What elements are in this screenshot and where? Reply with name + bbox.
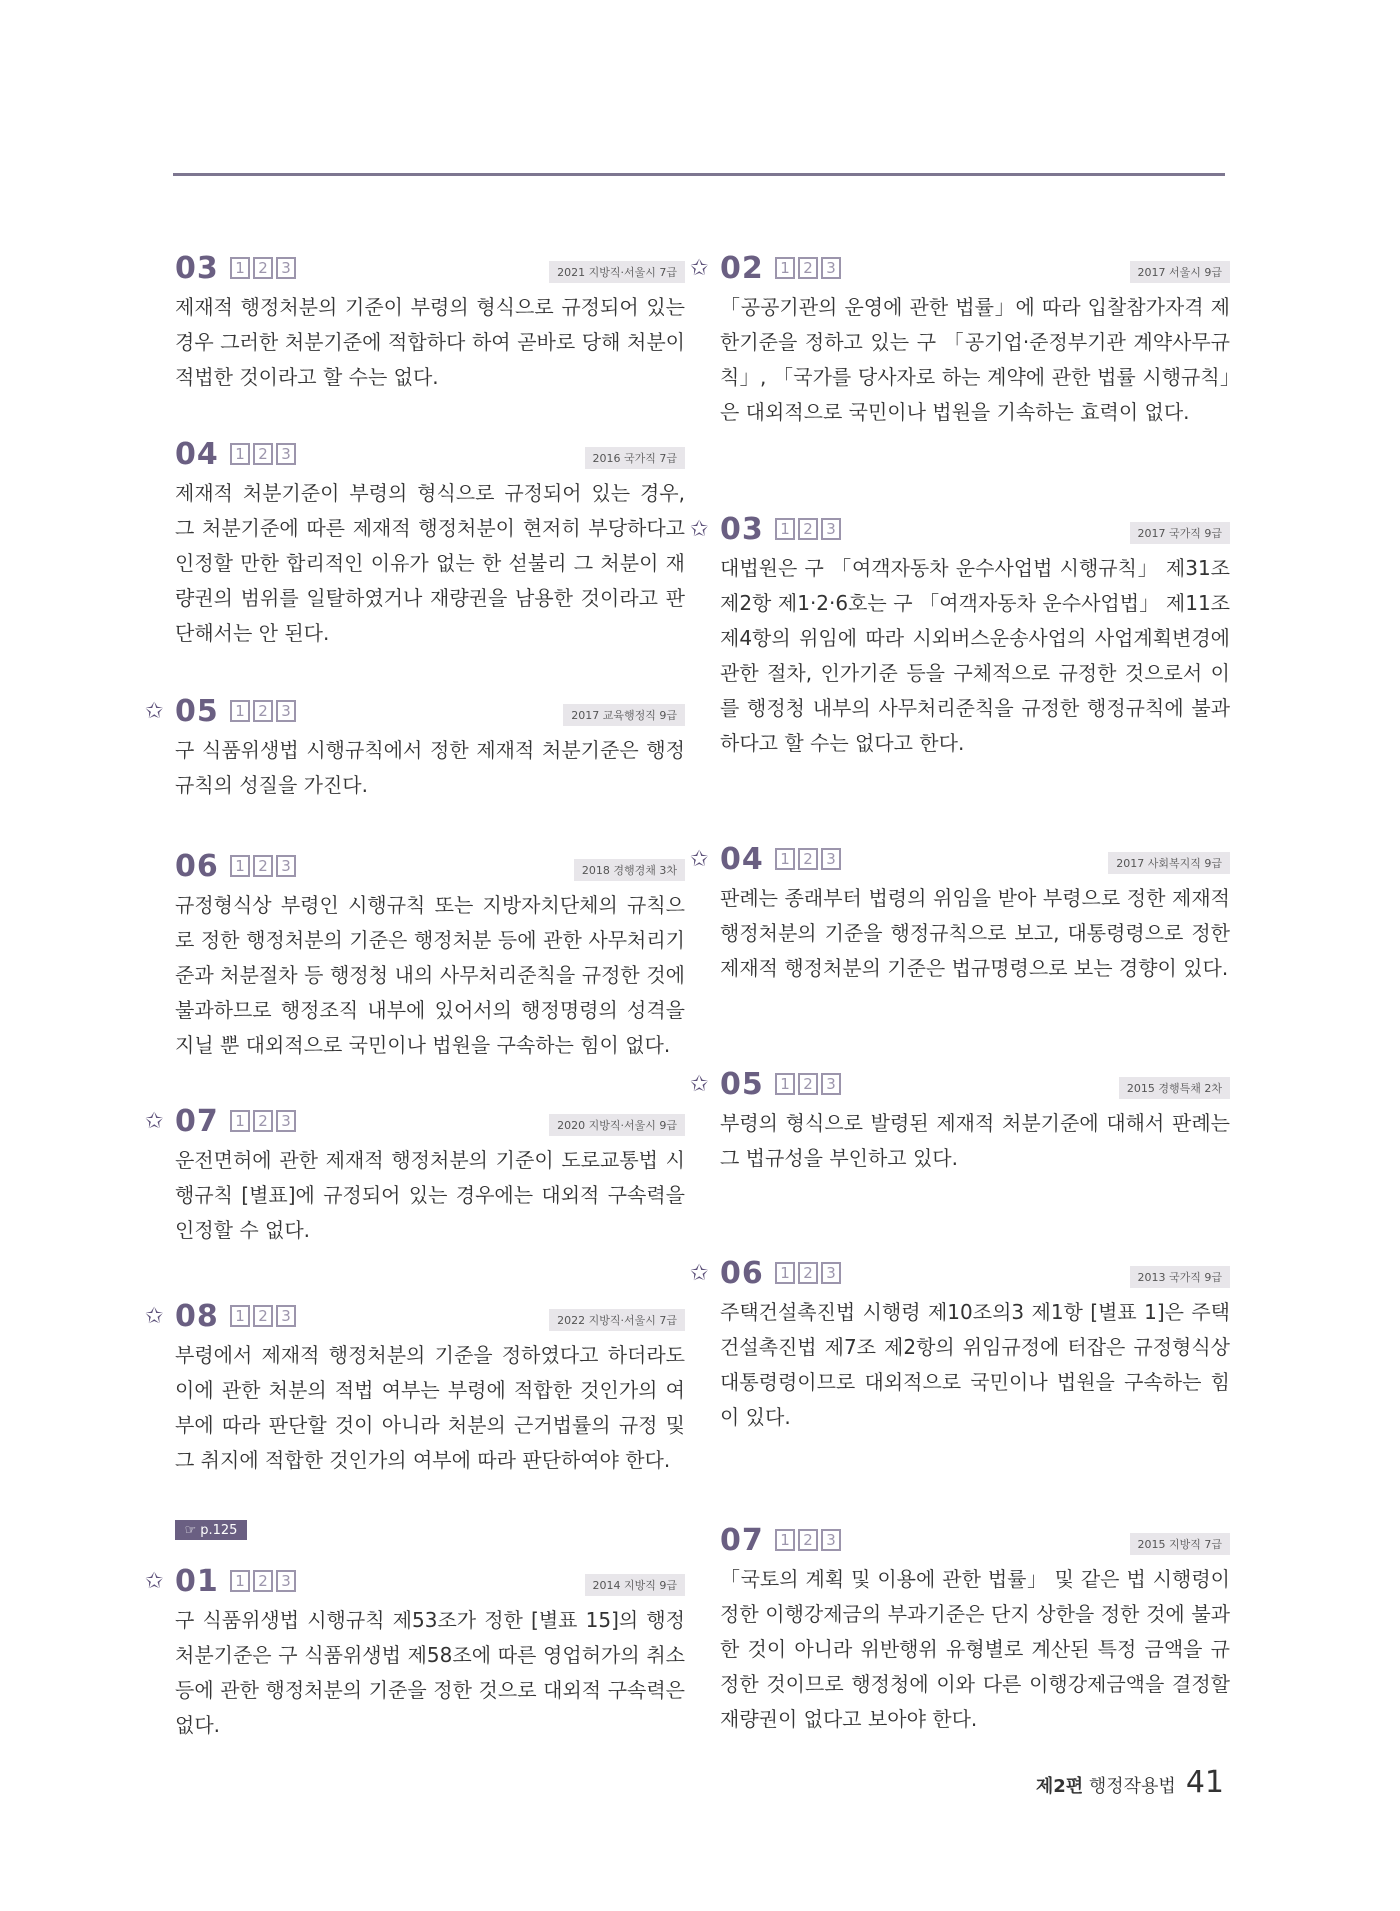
question-item xyxy=(175,850,685,1063)
review-checkboxes xyxy=(775,848,844,870)
question-number: 04 xyxy=(175,437,219,472)
footer-section xyxy=(1036,1772,1176,1798)
review-checkbox[interactable]: 2 xyxy=(253,257,273,279)
question-header xyxy=(690,842,1230,877)
question-number: 01 xyxy=(175,1564,219,1599)
question-header xyxy=(175,252,685,286)
review-checkbox[interactable]: 2 xyxy=(798,1262,818,1284)
question-text: 「국토의 계획 및 이용에 관한 법률」 및 같은 법 시행령이 정한 이행강제금의 부과기준은 단지 상한을 정한 것에 불과한 것이 아니라 위반행위 유형별로 계산된 특정 금액을 규정한 것이므로 행정청에 이와 다른 이행강제금액을 결정할 재량권이 없다고 보아야 한다. xyxy=(720,1567,1230,1731)
header-rule xyxy=(173,173,1225,176)
exam-source-badge: 2016 국가직 7급 xyxy=(585,447,686,469)
star-icon: ✩ xyxy=(690,1072,709,1097)
review-checkboxes xyxy=(775,518,844,540)
exam-source-badge: 2017 국가직 9급 xyxy=(1130,522,1231,544)
question-number: 03 xyxy=(720,512,764,547)
review-checkbox[interactable]: 1 xyxy=(230,700,250,722)
question-header xyxy=(145,694,685,729)
question-item xyxy=(175,438,685,651)
question-number: 06 xyxy=(720,1256,764,1291)
page-reference-label: p.125 xyxy=(200,1522,238,1538)
review-checkbox[interactable]: 1 xyxy=(775,1529,795,1551)
question-number: 07 xyxy=(720,1523,764,1558)
review-checkbox[interactable]: 1 xyxy=(775,257,795,279)
question-item xyxy=(145,1564,685,1743)
question-text: 구 식품위생법 시행규칙 제53조가 정한 [별표 15]의 행정처분기준은 구 식품위생법 제58조에 따른 영업허가의 취소 등에 관한 행정처분의 기준을 정한 것으로 대외적 구속력은 없다. xyxy=(175,1608,685,1737)
question-item xyxy=(145,1104,685,1248)
review-checkbox[interactable]: 1 xyxy=(230,443,250,465)
exam-source-badge: 2018 경행경채 3차 xyxy=(574,859,685,881)
review-checkbox[interactable]: 2 xyxy=(798,1073,818,1095)
question-header xyxy=(690,251,1230,286)
question-header xyxy=(145,1564,685,1599)
review-checkbox[interactable]: 1 xyxy=(775,1073,795,1095)
star-icon: ✩ xyxy=(690,1261,709,1286)
review-checkboxes xyxy=(775,257,844,279)
review-checkboxes xyxy=(230,1305,299,1327)
question-item xyxy=(145,694,685,803)
exam-source-badge: 2017 서울시 9급 xyxy=(1130,261,1231,283)
star-icon: ✩ xyxy=(145,699,164,724)
review-checkbox[interactable]: 3 xyxy=(276,855,296,877)
question-item xyxy=(690,512,1230,761)
star-icon: ✩ xyxy=(145,1109,164,1134)
question-text: 제재적 행정처분의 기준이 부령의 형식으로 규정되어 있는 경우 그러한 처분기준에 적합하다 하여 곧바로 당해 처분이 적법한 것이라고 할 수는 없다. xyxy=(175,295,685,389)
page-reference xyxy=(175,1520,247,1540)
question-item xyxy=(720,1524,1230,1737)
review-checkbox[interactable]: 2 xyxy=(253,855,273,877)
review-checkbox[interactable]: 3 xyxy=(821,257,841,279)
exam-source-badge: 2022 지방직·서울시 7급 xyxy=(549,1309,685,1331)
review-checkbox[interactable]: 1 xyxy=(230,855,250,877)
review-checkbox[interactable]: 2 xyxy=(253,443,273,465)
review-checkbox[interactable]: 1 xyxy=(775,848,795,870)
question-item xyxy=(175,252,685,395)
question-text: 「공공기관의 운영에 관한 법률」에 따라 입찰참가자격 제한기준을 정하고 있는 구 「공기업·준정부기관 계약사무규칙」, 「국가를 당사자로 하는 계약에 관한 법률 시행규칙」은 대외적으로 국민이나 법원을 기속하는 효력이 없다. xyxy=(720,295,1230,424)
review-checkbox[interactable]: 1 xyxy=(775,518,795,540)
exam-source-badge: 2017 사회복지직 9급 xyxy=(1108,852,1230,874)
review-checkbox[interactable]: 1 xyxy=(230,1305,250,1327)
review-checkbox[interactable]: 2 xyxy=(253,1305,273,1327)
review-checkbox[interactable]: 3 xyxy=(276,1570,296,1592)
question-number: 08 xyxy=(175,1299,219,1334)
review-checkbox[interactable]: 2 xyxy=(798,848,818,870)
footer-part: 제2편 xyxy=(1035,1776,1084,1797)
exam-source-badge: 2021 지방직·서울시 7급 xyxy=(549,261,685,283)
question-text: 운전면허에 관한 제재적 행정처분의 기준이 도로교통법 시행규칙 [별표]에 규정되어 있는 경우에는 대외적 구속력을 인정할 수 없다. xyxy=(175,1148,685,1242)
exam-source-badge: 2020 지방직·서울시 9급 xyxy=(549,1114,685,1136)
review-checkbox[interactable]: 3 xyxy=(821,1073,841,1095)
question-header xyxy=(175,850,685,884)
review-checkbox[interactable]: 3 xyxy=(821,848,841,870)
question-text: 제재적 처분기준이 부령의 형식으로 규정되어 있는 경우, 그 처분기준에 따른 제재적 행정처분이 현저히 부당하다고 인정할 만한 합리적인 이유가 없는 한 섣불리 그 처분이 재량권의 범위를 일탈하였거나 재량권을 남용한 것이라고 판단해서는 안 된다. xyxy=(175,481,685,645)
exam-source-badge: 2013 국가직 9급 xyxy=(1130,1266,1231,1288)
page-number: 41 xyxy=(1185,1765,1224,1800)
star-icon: ✩ xyxy=(690,517,709,542)
review-checkbox[interactable]: 3 xyxy=(276,257,296,279)
pointing-hand-icon: ☞ xyxy=(184,1522,197,1538)
review-checkbox[interactable]: 3 xyxy=(821,1529,841,1551)
star-icon: ✩ xyxy=(145,1304,164,1329)
question-header xyxy=(175,438,685,472)
question-header xyxy=(690,1256,1230,1291)
review-checkbox[interactable]: 2 xyxy=(253,1570,273,1592)
question-text: 주택건설촉진법 시행령 제10조의3 제1항 [별표 1]은 주택건설촉진법 제7조 제2항의 위임규정에 터잡은 규정형식상 대통령령이므로 대외적으로 국민이나 법원을 구속하는 힘이 있다. xyxy=(720,1300,1230,1429)
question-number: 05 xyxy=(720,1067,764,1102)
review-checkbox[interactable]: 3 xyxy=(276,443,296,465)
question-number: 07 xyxy=(175,1104,219,1139)
review-checkbox[interactable]: 3 xyxy=(821,518,841,540)
review-checkbox[interactable]: 2 xyxy=(253,1110,273,1132)
question-header xyxy=(690,1067,1230,1102)
question-text: 부령의 형식으로 발령된 제재적 처분기준에 대해서 판례는 그 법규성을 부인하고 있다. xyxy=(720,1111,1230,1170)
review-checkboxes xyxy=(230,443,299,465)
question-item xyxy=(690,251,1230,430)
star-icon: ✩ xyxy=(690,256,709,281)
review-checkboxes xyxy=(775,1529,844,1551)
review-checkbox[interactable]: 1 xyxy=(775,1262,795,1284)
question-header xyxy=(145,1104,685,1139)
question-item xyxy=(145,1299,685,1478)
question-text: 구 식품위생법 시행규칙에서 정한 제재적 처분기준은 행정규칙의 성질을 가진다. xyxy=(175,738,685,797)
question-number: 04 xyxy=(720,842,764,877)
review-checkbox[interactable]: 1 xyxy=(230,1570,250,1592)
question-number: 05 xyxy=(175,694,219,729)
page-footer xyxy=(1036,1765,1224,1800)
review-checkboxes xyxy=(230,1110,299,1132)
question-header xyxy=(690,512,1230,547)
review-checkboxes xyxy=(230,855,299,877)
question-text: 부령에서 제재적 행정처분의 기준을 정하였다고 하더라도 이에 관한 처분의 적법 여부는 부령에 적합한 것인가의 여부에 따라 판단할 것이 아니라 처분의 근거법률의 규정 및 그 취지에 적합한 것인가의 여부에 따라 판단하여야 한다. xyxy=(175,1343,685,1472)
review-checkbox[interactable]: 3 xyxy=(276,1110,296,1132)
review-checkboxes xyxy=(230,700,299,722)
review-checkbox[interactable]: 2 xyxy=(253,700,273,722)
review-checkbox[interactable]: 3 xyxy=(276,700,296,722)
review-checkboxes xyxy=(775,1262,844,1284)
question-item xyxy=(690,1067,1230,1176)
footer-title: 행정작용법 xyxy=(1088,1776,1176,1797)
question-header xyxy=(720,1524,1230,1558)
star-icon: ✩ xyxy=(690,847,709,872)
question-item xyxy=(690,842,1230,986)
question-text: 대법원은 구 「여객자동차 운수사업법 시행규칙」 제31조 제2항 제1·2·6호는 구 「여객자동차 운수사업법」 제11조 제4항의 위임에 따라 시외버스운송사업의 사업계획변경에 관한 절차, 인가기준 등을 구체적으로 규정한 것으로서 이를 행정청 내부의 사무처리준칙을 규정한 행정규칙에 불과하다고 할 수는 없다고 한다. xyxy=(720,556,1230,755)
review-checkbox[interactable]: 3 xyxy=(276,1305,296,1327)
question-text: 규정형식상 부령인 시행규칙 또는 지방자치단체의 규칙으로 정한 행정처분의 기준은 행정처분 등에 관한 사무처리기준과 처분절차 등 행정청 내의 사무처리준칙을 규정한 것에 불과하므로 행정조직 내부에 있어서의 행정명령의 성격을 지닐 뿐 대외적으로 국민이나 법원을 구속하는 힘이 없다. xyxy=(175,893,685,1057)
review-checkbox[interactable]: 1 xyxy=(230,1110,250,1132)
review-checkboxes xyxy=(230,1570,299,1592)
question-number: 02 xyxy=(720,251,764,286)
review-checkboxes xyxy=(230,257,299,279)
review-checkbox[interactable]: 2 xyxy=(798,1529,818,1551)
exam-source-badge: 2015 지방직 7급 xyxy=(1130,1533,1231,1555)
question-number: 03 xyxy=(175,251,219,286)
question-number: 06 xyxy=(175,849,219,884)
review-checkbox[interactable]: 1 xyxy=(230,257,250,279)
review-checkbox[interactable]: 2 xyxy=(798,257,818,279)
exam-source-badge: 2017 교육행정직 9급 xyxy=(563,704,685,726)
review-checkbox[interactable]: 3 xyxy=(821,1262,841,1284)
exam-source-badge: 2014 지방직 9급 xyxy=(585,1574,686,1596)
question-text: 판례는 종래부터 법령의 위임을 받아 부령으로 정한 제재적 행정처분의 기준을 행정규칙으로 보고, 대통령령으로 정한 제재적 행정처분의 기준은 법규명령으로 보는 경향이 있다. xyxy=(720,886,1230,980)
question-item xyxy=(690,1256,1230,1435)
exam-source-badge: 2015 경행특채 2차 xyxy=(1119,1077,1230,1099)
question-header xyxy=(145,1299,685,1334)
review-checkboxes xyxy=(775,1073,844,1095)
review-checkbox[interactable]: 2 xyxy=(798,518,818,540)
star-icon: ✩ xyxy=(145,1569,164,1594)
